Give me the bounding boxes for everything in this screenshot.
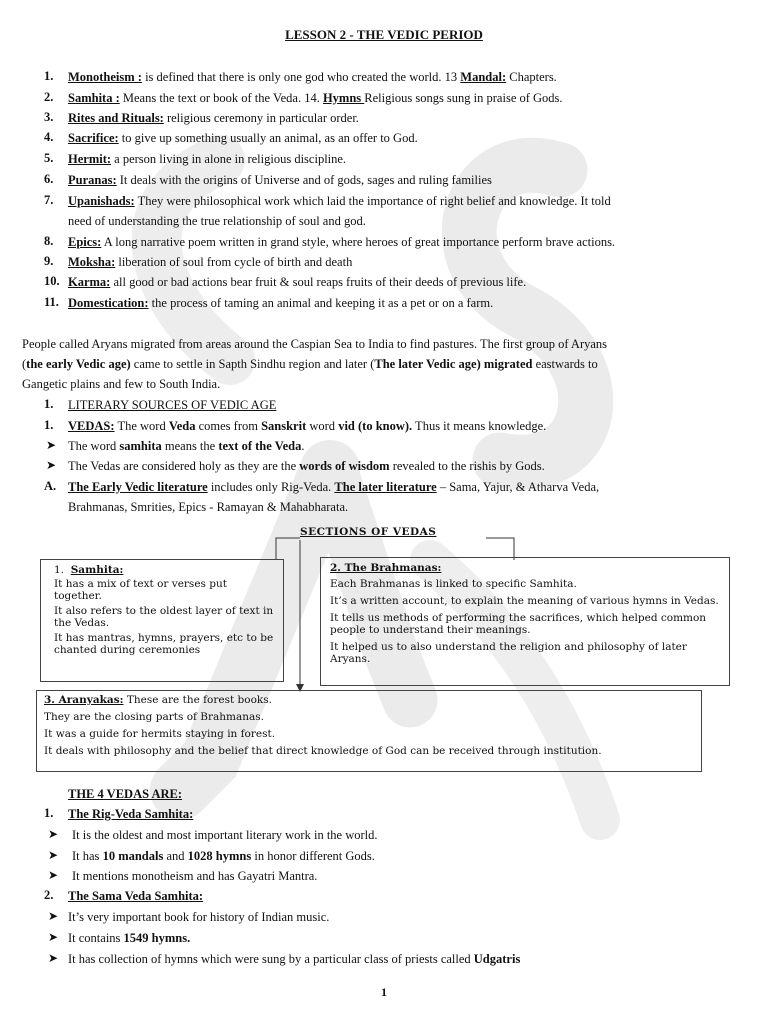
bullet-arrow-icon: ➤ bbox=[48, 868, 59, 882]
page-title: LESSON 2 - THE VEDIC PERIOD bbox=[285, 27, 483, 42]
definition-text: Chapters. bbox=[506, 70, 557, 84]
definition-continuation: need of understanding the true relationship of soul and god. bbox=[68, 214, 366, 228]
list-number: 1. bbox=[44, 806, 54, 820]
term: The later literature bbox=[334, 480, 437, 494]
literary-heading: LITERARY SOURCES OF VEDIC AGE bbox=[68, 398, 277, 412]
sections-title: SECTIONS OF VEDAS bbox=[300, 526, 437, 538]
intro-text: ( bbox=[22, 357, 27, 371]
box-line: It helped us to also understand the religion and philosophy of later Aryans. bbox=[330, 641, 687, 665]
text: word bbox=[306, 419, 339, 433]
box-line: They are the closing parts of Brahmanas. bbox=[44, 711, 264, 723]
definition-term: Hymns bbox=[322, 91, 365, 105]
definition-text: liberation of soul from cycle of birth and death bbox=[115, 255, 353, 269]
intro-text: eastwards to bbox=[532, 357, 598, 371]
text: includes only Rig-Veda. bbox=[207, 480, 335, 494]
definition-term: Domestication: bbox=[68, 296, 149, 310]
definition-term: Monotheism : bbox=[68, 70, 142, 84]
rig-bullet-3: It mentions monotheism and has Gayatri Mantra. bbox=[72, 869, 318, 883]
box-line: It was a guide for hermits staying in forest. bbox=[44, 728, 276, 740]
bullet-arrow-icon: ➤ bbox=[48, 930, 59, 944]
definition-text: A long narrative poem written in grand style, where heroes of great importance perform brave actions. bbox=[101, 235, 616, 249]
list-number: 2. bbox=[44, 888, 54, 902]
text: It has bbox=[72, 849, 103, 863]
list-number: 7. bbox=[44, 193, 54, 207]
text: means the bbox=[161, 439, 219, 453]
box-number: 1. bbox=[54, 564, 65, 576]
text: vid (to know). bbox=[338, 419, 413, 433]
definition-term: Samhita : bbox=[68, 91, 120, 105]
text: The word bbox=[68, 439, 120, 453]
list-number: 8. bbox=[44, 234, 54, 248]
samhita-box-content bbox=[54, 564, 276, 656]
rig-bullet-2 bbox=[72, 848, 375, 864]
list-number: 3. bbox=[44, 110, 54, 124]
text: 10 mandals bbox=[102, 849, 164, 863]
box-heading: 3. Aranyakas: bbox=[44, 694, 124, 706]
box-line: It also refers to the oldest layer of text in the Vedas. bbox=[54, 605, 274, 629]
bullet-arrow-icon: ➤ bbox=[46, 438, 57, 452]
definition-term: Puranas: bbox=[68, 173, 117, 187]
text: The word bbox=[114, 419, 169, 433]
list-number: 10. bbox=[44, 274, 60, 288]
definition-text: to give up something usually an animal, as an offer to God. bbox=[118, 131, 418, 145]
literature-line-cont: Brahmanas, Smrities, Epics - Ramayan & Mahabharata. bbox=[68, 500, 349, 514]
intro-text: The later Vedic age) migrated bbox=[374, 357, 533, 371]
intro-line-1: People called Aryans migrated from areas around the Caspian Sea to India to find pastures. The first group of Aryans bbox=[22, 337, 608, 351]
box-line: Each Brahmanas is linked to specific Samhita. bbox=[330, 578, 577, 590]
list-number: 1. bbox=[44, 397, 54, 411]
definition-term: Sacrifice: bbox=[68, 131, 119, 145]
definition-term: Epics: bbox=[68, 235, 102, 249]
page-number: 1 bbox=[381, 985, 387, 999]
definition-text: a person living in alone in religious discipline. bbox=[111, 152, 347, 166]
definition-text: Means the text or book of the Veda. 14. bbox=[119, 91, 323, 105]
box-line: It’s a written account, to explain the meaning of various hymns in Vedas. bbox=[330, 595, 719, 607]
list-number: 1. bbox=[44, 69, 54, 83]
bullet-arrow-icon: ➤ bbox=[48, 827, 59, 841]
text: Udgatris bbox=[473, 952, 521, 966]
four-vedas-heading: THE 4 VEDAS ARE: bbox=[68, 787, 183, 801]
text: – Sama, Yajur, & Atharva Veda, bbox=[436, 480, 600, 494]
text: Thus it means knowledge. bbox=[412, 419, 547, 433]
text: words of wisdom bbox=[299, 459, 390, 473]
definition-text: is defined that there is only one god who created the world. 13 bbox=[141, 70, 461, 84]
list-number: 1. bbox=[44, 418, 54, 432]
definition-text: religious ceremony in particular order. bbox=[163, 111, 359, 125]
definition-term: Mandal: bbox=[460, 70, 507, 84]
box-line: It has mantras, hymns, prayers, etc to be chanted during ceremonies bbox=[54, 632, 274, 656]
intro-line-3: Gangetic plains and few to South India. bbox=[22, 377, 221, 391]
definition-term: Rites and Rituals: bbox=[68, 111, 164, 125]
box-line: It has a mix of text or verses put together. bbox=[54, 578, 227, 602]
bullet-arrow-icon: ➤ bbox=[48, 909, 59, 923]
definition-text: Religious songs sung in praise of Gods. bbox=[364, 91, 563, 105]
box-heading: 2. The Brahmanas: bbox=[330, 562, 442, 574]
list-number: 11. bbox=[44, 295, 59, 309]
sama-bullet-3 bbox=[68, 951, 520, 967]
text: The Vedas are considered holy as they are the bbox=[68, 459, 300, 473]
definition-term: Upanishads: bbox=[68, 194, 135, 208]
text: Veda bbox=[168, 419, 196, 433]
rig-veda-heading: The Rig-Veda Samhita: bbox=[68, 807, 194, 821]
list-number: 6. bbox=[44, 172, 54, 186]
sama-bullet-1: It’s very important book for history of Indian music. bbox=[68, 910, 330, 924]
definition-term: Moksha: bbox=[68, 255, 116, 269]
intro-text: the early Vedic age) bbox=[26, 357, 131, 371]
bullet-arrow-icon: ➤ bbox=[46, 458, 57, 472]
list-number: 5. bbox=[44, 151, 54, 165]
aranyakas-box-content bbox=[44, 694, 694, 757]
text: Sanskrit bbox=[261, 419, 307, 433]
definition-term: Hermit: bbox=[68, 152, 112, 166]
sama-veda-heading: The Sama Veda Samhita: bbox=[68, 889, 204, 903]
text: text of the Veda bbox=[218, 439, 302, 453]
bullet-arrow-icon: ➤ bbox=[48, 951, 59, 965]
text: 1549 hymns. bbox=[123, 931, 191, 945]
intro-text: came to settle in Sapth Sindhu region and later ( bbox=[130, 357, 375, 371]
sama-bullet-2 bbox=[68, 930, 190, 946]
definition-text: It deals with the origins of Universe and of gods, sages and ruling families bbox=[116, 173, 492, 187]
box-line: These are the forest books. bbox=[123, 694, 272, 706]
brahmanas-box-content bbox=[330, 562, 722, 665]
text: It contains bbox=[68, 931, 124, 945]
rig-bullet-1: It is the oldest and most important literary work in the world. bbox=[72, 828, 378, 842]
text: comes from bbox=[195, 419, 262, 433]
text: samhita bbox=[119, 439, 162, 453]
text: 1028 hymns bbox=[187, 849, 252, 863]
list-number: 2. bbox=[44, 90, 54, 104]
definition-term: Karma: bbox=[68, 275, 111, 289]
definition-text: They were philosophical work which laid the importance of right belief and knowledge. It told bbox=[134, 194, 611, 208]
box-heading: Samhita: bbox=[70, 564, 124, 576]
text: . bbox=[301, 439, 305, 453]
text: revealed to the rishis by Gods. bbox=[389, 459, 545, 473]
text: It has collection of hymns which were sung by a particular class of priests called bbox=[68, 952, 474, 966]
box-line: It tells us methods of performing the sacrifices, which helped common people to understand their meanings. bbox=[330, 612, 707, 636]
definition-text: the process of taming an animal and keeping it as a pet or on a farm. bbox=[148, 296, 494, 310]
bullet-arrow-icon: ➤ bbox=[48, 848, 59, 862]
text: and bbox=[163, 849, 188, 863]
term: VEDAS: bbox=[68, 419, 115, 433]
list-letter: A. bbox=[44, 479, 57, 493]
list-number: 9. bbox=[44, 254, 54, 268]
definition-text: all good or bad actions bear fruit & soul reaps fruits of their deeds of previous life. bbox=[110, 275, 527, 289]
box-line: It deals with philosophy and the belief that direct knowledge of God can be received through institution. bbox=[44, 745, 602, 757]
text: in honor different Gods. bbox=[251, 849, 375, 863]
term: The Early Vedic literature bbox=[68, 480, 208, 494]
list-number: 4. bbox=[44, 130, 54, 144]
